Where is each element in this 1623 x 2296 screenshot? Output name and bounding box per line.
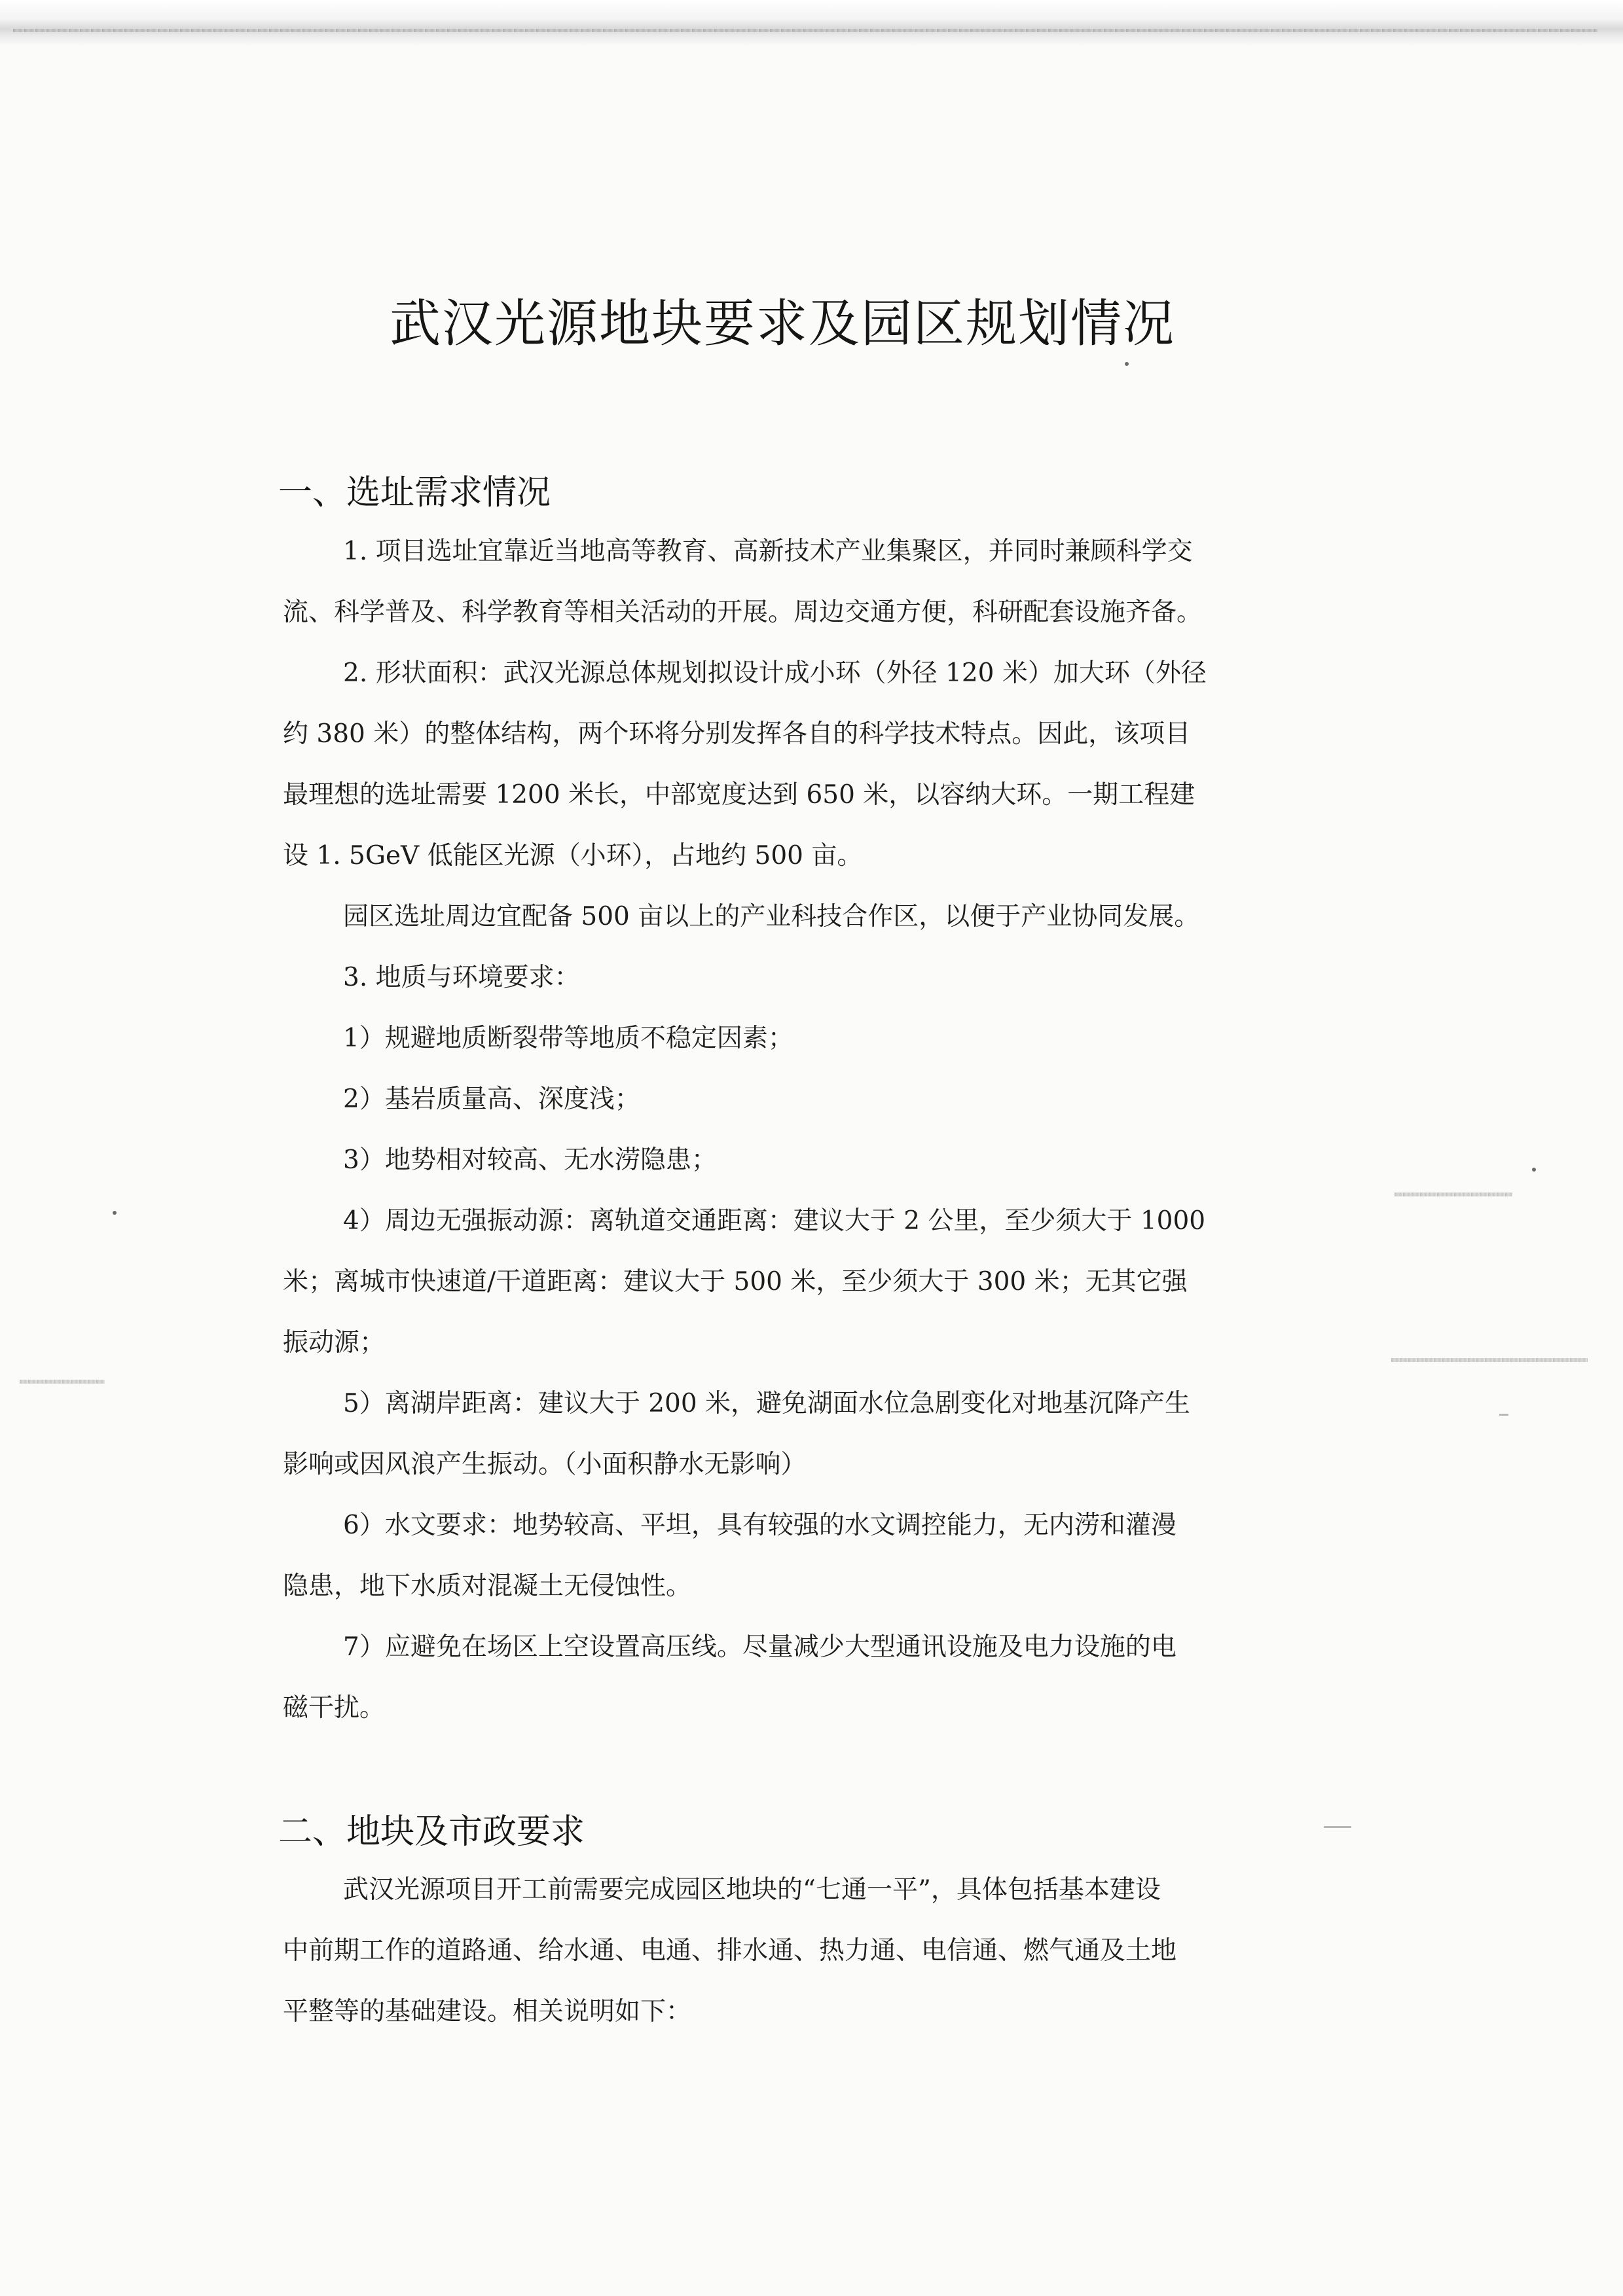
list-item: 4）周边无强振动源：离轨道交通距离：建议大于 2 公里，至少须大于 1000 [343, 1206, 1206, 1236]
section-heading-land-and-municipal: 二、地块及市政要求 [278, 1812, 585, 1852]
paragraph-line: 最理想的选址需要 1200 米长，中部宽度达到 650 米，以容纳大环。一期工程建 [283, 780, 1195, 810]
list-item-continuation: 影响或因风浪产生振动。（小面积静水无影响） [283, 1450, 807, 1479]
list-item-continuation: 磁干扰。 [283, 1693, 386, 1723]
paragraph-line: 武汉光源项目开工前需要完成园区地块的“七通一平”，具体包括基本建设 [343, 1875, 1161, 1905]
list-item-continuation: 振动源； [283, 1328, 386, 1357]
scan-speck [1499, 1414, 1508, 1416]
scan-speck [1324, 1826, 1351, 1828]
list-item-continuation: 隐患，地下水质对混凝土无侵蚀性。 [283, 1571, 692, 1601]
paragraph-line: 1. 项目选址宜靠近当地高等教育、高新技术产业集聚区，并同时兼顾科学交 [343, 537, 1193, 566]
paragraph-line: 设 1. 5GeV 低能区光源（小环），占地约 500 亩。 [283, 841, 863, 870]
scan-top-noise [13, 29, 1597, 32]
paragraph-line: 2. 形状面积：武汉光源总体规划拟设计成小环（外径 120 米）加大环（外径 [343, 658, 1207, 688]
section-body-land-and-municipal [283, 1859, 1327, 2042]
list-item: 7）应避免在场区上空设置高压线。尽量减少大型通讯设施及电力设施的电 [343, 1632, 1176, 1662]
list-item: 6）水文要求：地势较高、平坦，具有较强的水文调控能力，无内涝和灌漫 [343, 1511, 1176, 1540]
paragraph-line: 流、科学普及、科学教育等相关活动的开展。周边交通方便，科研配套设施齐备。 [283, 598, 1203, 627]
scan-speck [1532, 1168, 1536, 1172]
scan-artifact [1391, 1358, 1588, 1362]
scan-speck [113, 1211, 117, 1215]
list-item: 3）地势相对较高、无水涝隐患； [343, 1145, 717, 1175]
paragraph-line: 约 380 米）的整体结构，两个环将分别发挥各自的科学技术特点。因此，该项目 [283, 719, 1191, 749]
paragraph-line: 园区选址周边宜配备 500 亩以上的产业科技合作区，以便于产业协同发展。 [343, 902, 1200, 931]
scan-artifact [1395, 1193, 1512, 1196]
section-heading-site-selection: 一、选址需求情况 [278, 473, 551, 512]
list-item: 2）基岩质量高、深度浅； [343, 1085, 640, 1114]
scan-artifact [20, 1380, 105, 1384]
section-body-site-selection [283, 521, 1327, 1738]
paragraph-line: 平整等的基础建设。相关说明如下： [283, 1997, 692, 2026]
paragraph-line: 3. 地质与环境要求： [343, 963, 580, 992]
scan-speck [1125, 362, 1129, 366]
paragraph-line: 中前期工作的道路通、给水通、电通、排水通、热力通、电信通、燃气通及土地 [283, 1936, 1177, 1965]
scan-top-edge [0, 0, 1623, 46]
list-item: 1）规避地质断裂带等地质不稳定因素； [343, 1024, 793, 1053]
list-item-continuation: 米；离城市快速道/干道距离：建议大于 500 米，至少须大于 300 米；无其它强 [283, 1267, 1188, 1297]
document-title: 武汉光源地块要求及园区规划情况 [390, 295, 1176, 353]
list-item: 5）离湖岸距离：建议大于 200 米，避免湖面水位急剧变化对地基沉降产生 [343, 1389, 1191, 1418]
